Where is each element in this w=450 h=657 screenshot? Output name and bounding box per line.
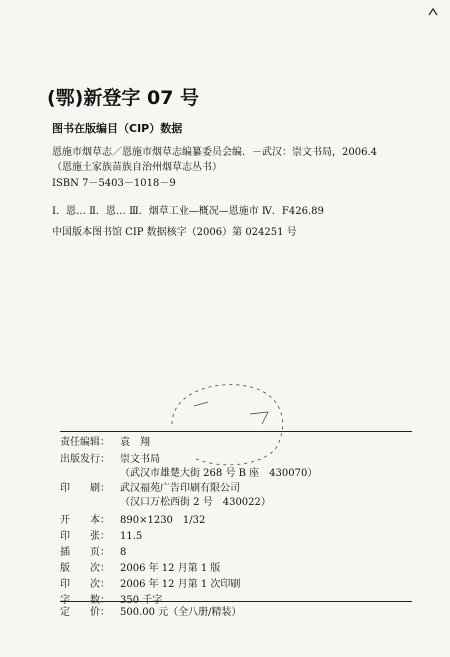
colophon-value: 890×1230 1/32 — [120, 515, 206, 526]
colophon-row — [60, 608, 242, 618]
bottom-rule — [60, 601, 412, 602]
colophon-row — [60, 516, 205, 526]
colophon-row — [60, 469, 317, 479]
publishing-registration: (鄂)新登字 07 号 — [47, 87, 200, 109]
colophon-row — [60, 564, 220, 574]
colophon-label: 印 次： — [60, 579, 110, 590]
colophon-value: （汉口万松西街 2 号 430022） — [120, 497, 271, 508]
colophon-value: 500.00 元（全八册/精装） — [120, 607, 242, 618]
colophon-row — [60, 498, 271, 508]
colophon-row — [60, 548, 126, 558]
cip-title-line: 恩施市烟草志／恩施市烟草志编纂委员会编．－武汉：崇文书局，2006.4 — [52, 147, 377, 158]
colophon-label: 版 次： — [60, 563, 110, 574]
cip-heading: 图书在版编目（CIP）数据 — [52, 122, 183, 135]
colophon-label: 印 张： — [60, 531, 110, 542]
colophon-row — [60, 484, 240, 494]
top-rule — [60, 431, 412, 432]
cip-classification: Ⅰ．恩… Ⅱ．恩… Ⅲ．烟草工业—概况—恩施市 Ⅳ．F426.89 — [52, 206, 324, 217]
colophon-value: 崇文书局 — [120, 454, 160, 465]
cip-library-record: 中国版本图书馆 CIP 数据核字（2006）第 024251 号 — [52, 227, 297, 238]
colophon-value: 2006 年 12 月第 1 次印刷 — [120, 579, 241, 590]
colophon-label: 定 价： — [60, 607, 110, 618]
colophon-label: 印 刷： — [60, 483, 110, 494]
colophon-value: 武汉福苑广告印刷有限公司 — [120, 483, 240, 494]
colophon-label: 出版发行： — [60, 454, 110, 465]
colophon-row — [60, 455, 160, 465]
colophon-value: （武汉市雄楚大街 268 号 B 座 430070） — [120, 468, 318, 479]
cip-isbn: ISBN 7－5403－1018－9 — [52, 178, 176, 189]
colophon-row — [60, 438, 150, 448]
colophon-row — [60, 580, 240, 590]
faint-stamp-mark — [150, 366, 300, 476]
colophon-label: 开 本： — [60, 515, 110, 526]
cip-series-line: （恩施土家族苗族自治州烟草志丛书） — [52, 162, 222, 173]
colophon-label: 责任编辑： — [60, 437, 110, 448]
corner-mark-icon — [428, 8, 438, 16]
colophon-value: 11.5 — [120, 531, 143, 542]
colophon-value: 8 — [120, 547, 127, 558]
colophon-value: 2006 年 12 月第 1 版 — [120, 563, 221, 574]
colophon-row — [60, 532, 142, 542]
colophon-label: 插 页： — [60, 547, 110, 558]
colophon-value: 袁 翔 — [120, 437, 150, 448]
